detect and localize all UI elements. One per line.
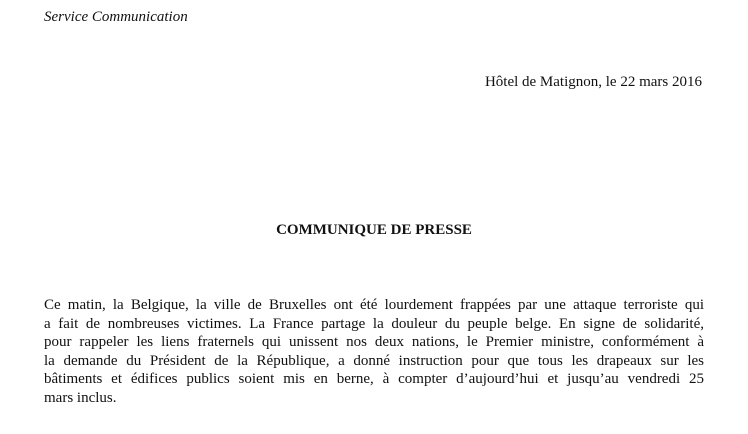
service-name: Service Communication bbox=[44, 9, 188, 25]
dateline: Hôtel de Matignon, le 22 mars 2016 bbox=[484, 74, 702, 90]
body-line: bâtiments et édifices publics soient mis en berne, à compter d’aujourd’hui et jusqu’au vendredi 25 bbox=[44, 371, 704, 388]
body-line: mars inclus. bbox=[44, 389, 117, 406]
document-title: COMMUNIQUE DE PRESSE bbox=[276, 222, 472, 238]
body-line: pour rappeler les liens fraternels qui unissent nos deux nations, le Premier ministre, conformément à bbox=[44, 334, 704, 351]
body-line: Ce matin, la Belgique, la ville de Bruxelles ont été lourdement frappées par une attaque terroriste qui bbox=[44, 297, 704, 313]
press-release-body bbox=[44, 296, 704, 408]
body-line: la demande du Président de la République, a donné instruction pour que tous les drapeaux sur les bbox=[44, 352, 704, 369]
body-line: a fait de nombreuses victimes. La France partage la douleur du peuple belge. En signe de solidarité, bbox=[44, 315, 704, 332]
